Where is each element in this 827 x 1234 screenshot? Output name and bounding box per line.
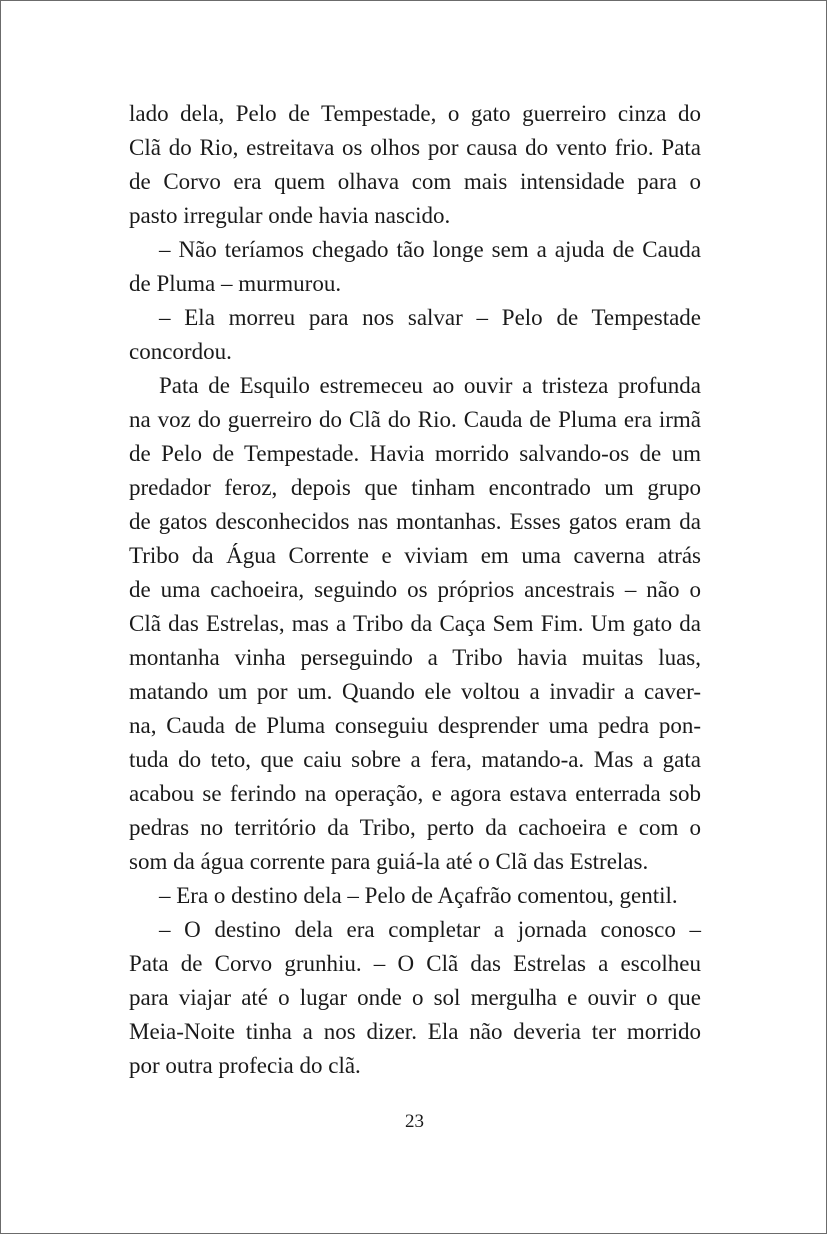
text-line: som da água corrente para guiá-la até o Clã das Estrelas. xyxy=(129,849,649,874)
text-line: Pata de Esquilo estremeceu ao ouvir a tristeza profunda xyxy=(159,373,701,398)
paragraph xyxy=(129,369,701,879)
text-line: Clã das Estrelas, mas a Tribo da Caça Sem Fim. Um gato da xyxy=(129,611,701,636)
paragraph xyxy=(129,913,701,1083)
text-line: predador feroz, depois que tinham encontrado um grupo xyxy=(129,475,701,500)
text-line: matando um por um. Quando ele voltou a invadir a caver- xyxy=(129,679,701,704)
text-line: montanha vinha perseguindo a Tribo havia muitas luas, xyxy=(129,645,701,670)
paragraph xyxy=(129,879,701,913)
text-line: na voz do guerreiro do Clã do Rio. Cauda de Pluma era irmã xyxy=(129,407,701,432)
text-line: pedras no território da Tribo, perto da cachoeira e com o xyxy=(129,815,701,840)
paragraph xyxy=(129,97,701,233)
text-line: – Ela morreu para nos salvar – Pelo de Tempestade xyxy=(159,305,701,330)
body-text xyxy=(129,97,701,1083)
text-line: pasto irregular onde havia nascido. xyxy=(129,203,451,228)
text-line: de uma cachoeira, seguindo os próprios ancestrais – não o xyxy=(129,577,701,602)
text-line: – Não teríamos chegado tão longe sem a ajuda de Cauda xyxy=(159,237,701,262)
text-line: de Corvo era quem olhava com mais intensidade para o xyxy=(129,169,701,194)
text-line: concordou. xyxy=(129,339,232,364)
text-line: – O destino dela era completar a jornada conosco – xyxy=(159,917,701,942)
text-line: de Pluma – murmurou. xyxy=(129,271,342,296)
text-line: de gatos desconhecidos nas montanhas. Esses gatos eram da xyxy=(129,509,701,534)
text-line: acabou se ferindo na operação, e agora estava enterrada sob xyxy=(129,781,701,806)
text-line: Meia-Noite tinha a nos dizer. Ela não deveria ter morrido xyxy=(129,1019,701,1044)
paragraph xyxy=(129,233,701,301)
text-line: Tribo da Água Corrente e viviam em uma caverna atrás xyxy=(129,543,701,568)
text-line: na, Cauda de Pluma conseguiu desprender uma pedra pon- xyxy=(129,713,701,738)
text-line: para viajar até o lugar onde o sol mergulha e ouvir o que xyxy=(129,985,701,1010)
text-line: – Era o destino dela – Pelo de Açafrão comentou, gentil. xyxy=(159,883,678,908)
text-line: de Pelo de Tempestade. Havia morrido salvando-os de um xyxy=(129,441,701,466)
page-number: 23 xyxy=(405,1111,424,1132)
text-line: lado dela, Pelo de Tempestade, o gato guerreiro cinza do xyxy=(129,101,701,126)
text-line: Clã do Rio, estreitava os olhos por causa do vento frio. Pata xyxy=(129,135,701,160)
text-line: tuda do teto, que caiu sobre a fera, matando-a. Mas a gata xyxy=(129,747,701,772)
paragraph xyxy=(129,301,701,369)
text-line: Pata de Corvo grunhiu. – O Clã das Estrelas a escolheu xyxy=(129,951,701,976)
text-line: por outra profecia do clã. xyxy=(129,1053,361,1078)
